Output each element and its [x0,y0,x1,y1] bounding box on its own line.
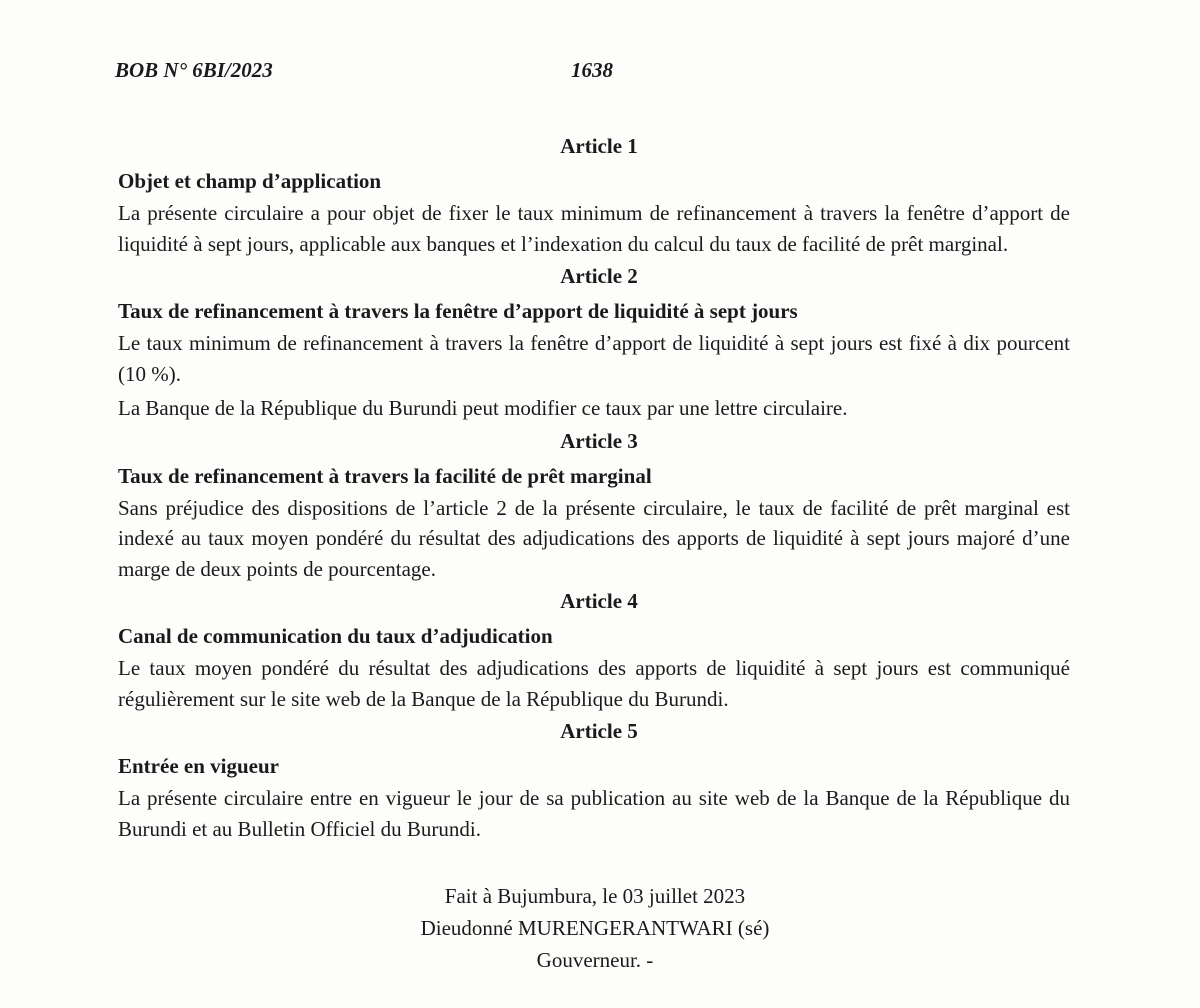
article-heading: Entrée en vigueur [118,754,279,778]
article-paragraph: La présente circulaire entre en vigueur le jour de sa publication au site web de la Banque de la République du Burundi et au Bulletin Officiel du Burundi. [118,786,1070,841]
article-heading: Taux de refinancement à travers la facilité de prêt marginal [118,463,652,488]
signature-block [360,880,830,976]
article-title: Article 5 [560,719,638,743]
article-5 [118,718,1070,844]
article-3 [118,428,1070,585]
article-heading: Objet et champ d’application [118,169,382,193]
article-title: Article 4 [560,589,638,613]
article-title: Article 2 [560,264,638,288]
article-paragraph: La Banque de la République du Burundi peut modifier ce taux par une lettre circulaire. [118,396,848,420]
article-4 [118,588,1070,714]
article-paragraph: Sans préjudice des dispositions de l’article 2 de la présente circulaire, le taux de facilité de prêt marginal est indexé au taux moyen pondéré du résultat des adjudications des apports de liquidité à sept jours majoré d’une marge de deux points de pourcentage. [118,495,1070,581]
signatory-role: Gouverneur. - [536,948,654,972]
signatory-name: Dieudonné MURENGERANTWARI (sé) [420,916,770,940]
article-paragraph: La présente circulaire a pour objet de fixer le taux minimum de refinancement à travers la fenêtre d’apport de liquidité à sept jours, applicable aux banques et l’indexation du calcul du taux de facilité de prêt marginal. [118,201,1070,256]
signature-place-date: Fait à Bujumbura, le 03 juillet 2023 [444,884,746,908]
article-1 [118,133,1070,259]
article-2 [118,263,1070,424]
article-heading: Taux de refinancement à travers la fenêtre d’apport de liquidité à sept jours [118,299,798,323]
article-heading: Canal de communication du taux d’adjudication [118,624,553,648]
article-paragraph: Le taux moyen pondéré du résultat des adjudications des apports de liquidité à sept jours est communiqué régulièrement sur le site web de la Banque de la République du Burundi. [118,656,1070,711]
page-number: 1638 [571,58,613,82]
article-title: Article 3 [560,428,638,453]
article-title: Article 1 [560,134,638,158]
bulletin-reference: BOB N° 6BI/2023 [115,58,273,82]
document-body [118,133,1070,848]
article-paragraph: Le taux minimum de refinancement à travers la fenêtre d’apport de liquidité à sept jours est fixé à dix pourcent (10 %). [118,331,1070,386]
